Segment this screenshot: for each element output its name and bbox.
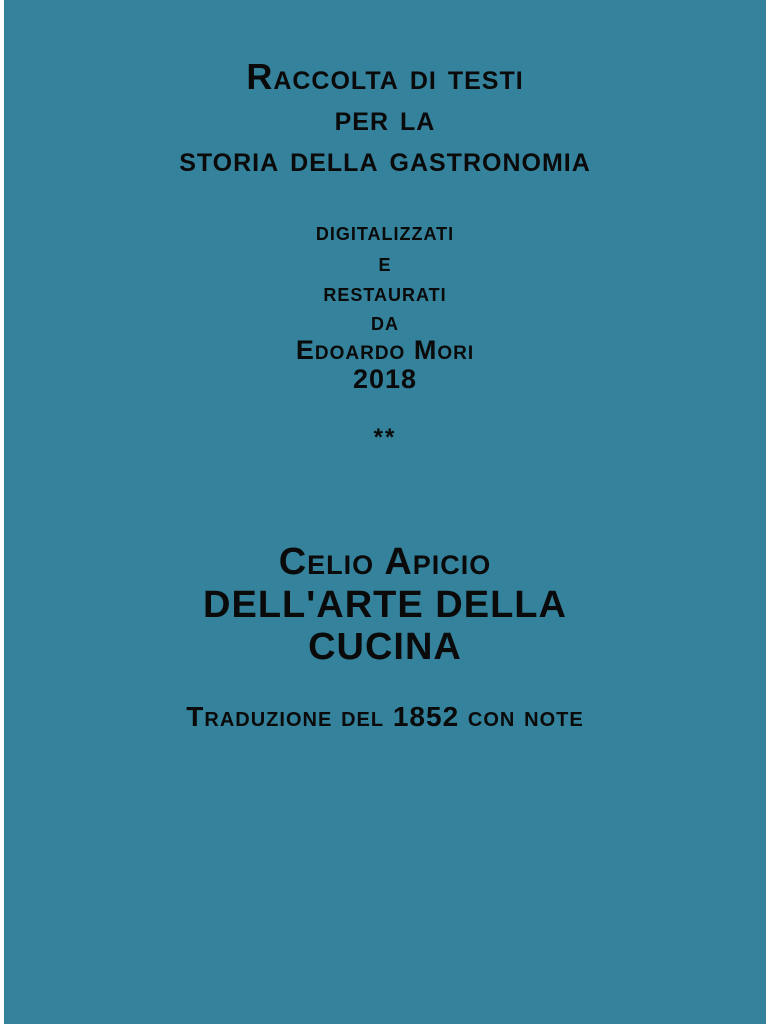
author-name: Celio Apicio (278, 541, 492, 583)
series-title-line-2: per la (334, 97, 436, 138)
credit-line-2: e (378, 249, 392, 277)
credit-line-4: da (371, 308, 399, 336)
credit-line-1: digitalizzati (315, 218, 455, 246)
book-title-line-2: CUCINA (308, 626, 462, 668)
credit-year: 2018 (352, 364, 418, 394)
separator: ** (373, 424, 397, 451)
credit-editor-name: Edoardo Mori (295, 335, 475, 365)
book-title-line-1: DELL'ARTE DELLA (203, 584, 567, 626)
credit-line-3: restaurati (323, 279, 447, 307)
series-title-line-3: storia della gastronomia (179, 138, 591, 179)
book-cover (4, 0, 766, 1024)
series-title-line-1: Raccolta di testi (246, 56, 524, 97)
subtitle: Traduzione del 1852 con note (186, 701, 584, 732)
